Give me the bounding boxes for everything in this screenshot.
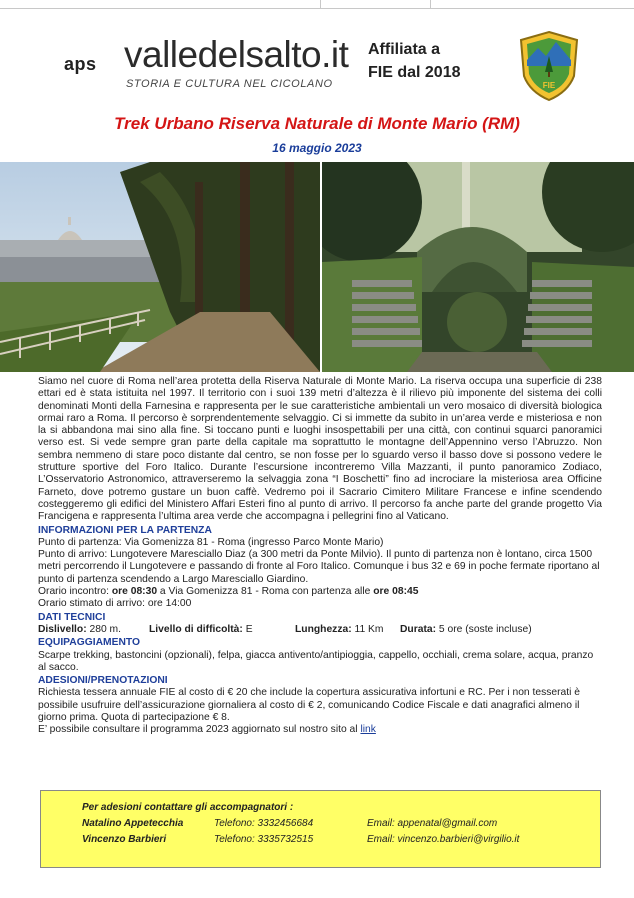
section-heading-info: INFORMAZIONI PER LA PARTENZA (38, 524, 212, 536)
page-top-border (0, 0, 634, 9)
top-divider-tick (430, 0, 431, 8)
duration-label: Durata: (400, 623, 437, 635)
duration-value: 5 ore (soste incluse) (436, 623, 532, 635)
photo-rome-view (0, 162, 320, 372)
tech-data-row (38, 624, 602, 636)
section-heading-equipment: EQUIPAGGIAMENTO (38, 637, 141, 649)
difficulty-value: E (242, 623, 253, 635)
estimated-arrival: Orario stimato di arrivo: ore 14:00 (38, 598, 192, 610)
badge-text: FIE (542, 81, 556, 90)
meeting-time (38, 586, 602, 598)
photo-stone-stairs (322, 162, 634, 372)
page-title: Trek Urbano Riserva Naturale di Monte Mario (RM) (114, 114, 520, 133)
contact-email: Email: appenatal@gmail.com (367, 818, 498, 829)
duration (400, 624, 532, 636)
fie-badge-logo (518, 30, 580, 102)
affiliation-line2: FIE dal 2018 (368, 64, 461, 81)
meeting-mid: a Via Gomenizza 81 - Roma con partenza alle (157, 586, 374, 598)
top-divider-tick (320, 0, 321, 8)
event-date: 16 maggio 2023 (272, 141, 362, 155)
contact-email: Email: vincenzo.barbieri@virgilio.it (367, 834, 520, 845)
contact-name: Natalino Appetecchia (82, 818, 184, 829)
contact-name: Vincenzo Barbieri (82, 834, 167, 845)
intro-paragraph: Siamo nel cuore di Roma nell’area protetta della Riserva Naturale di Monte Mario. La riserva occupa una superficie di 238 ettari ed è stata istituita nel 1997. Il territorio con i suoi 139 metri d’altezza è il rilievo più imponente del sistema dei colli denominati Monti della Farnesina e rappresenta per le sue caratteristiche ambientali un vero mosaico di diversità biologica ormai raro a Roma. Il percorso è sorprendentemente selvaggio. Ci si immette da subito in un’area verde e misteriosa e non la si abbandona mai sino alla fine. Si toccano punti e luoghi insospettabili per una città, con continui squarci panoramici verso est. Si vede sempre gran parte della capitale ma soprattutto le montagne dell’Appennino verso l’Abruzzo. Non sembra nemmeno di stare poco distante dal centro, se non fosse per lo sguardo verso il basso dove si possono vedere le strutture sportive del Foro Italico. Durante l’escursione incontreremo Villa Mazzanti, il punto panoramico Zodiaco, L’Osservatorio Astronomico, attraverseremo la selvaggia zona “I Boschetti” fino ad incrociare la misteriosa area Officine Farneto, dove potremo gustare un buon caffè. Vedremo poi il Sacrario Cimitero Militare Francese e infine scendendo costeggeremo gli edifici del Ministero Affari Esteri fino al punto di arrivo. Il percorso fa anche parte del grande progetto Via Francigena e rappresenta l’ultima area verde che accompagna i pellegrini fino al Vaticano. (38, 376, 602, 523)
site-tagline: STORIA E CULTURA NEL CICOLANO (126, 78, 333, 90)
registration-text: Richiesta tessera annuale FIE al costo di € 20 che include la copertura assicurativa infortuni e RC. Per i non tesserati è possibile usufruire dell’assicurazione giornaliera al costo di € 2, comunicando Codice Fiscale e dati anagrafici almeno il giorno prima. Quota di partecipazione € 8. (38, 687, 581, 724)
elevation (38, 624, 149, 636)
departure-time-value: ore 08:45 (373, 586, 419, 598)
header (0, 10, 634, 100)
article-body (38, 376, 602, 737)
length-value: 11 Km (351, 623, 384, 635)
length (295, 624, 400, 636)
elevation-label: Dislivello: (38, 623, 87, 635)
meeting-label: Orario incontro: (38, 586, 112, 598)
site-name: valledelsalto.it (124, 34, 349, 75)
contact-phone: Telefono: 3332456684 (214, 818, 314, 829)
difficulty-label: Livello di difficoltà: (149, 623, 243, 635)
difficulty (149, 624, 295, 636)
affiliation (368, 38, 461, 84)
section-heading-registration: ADESIONI/PRENOTAZIONI (38, 675, 168, 687)
contacts-heading: Per adesioni contattare gli accompagnatori : (82, 802, 294, 813)
aps-label: aps (64, 54, 97, 74)
length-label: Lunghezza: (295, 623, 352, 635)
section-heading-tech: DATI TECNICI (38, 611, 106, 623)
contact-phone: Telefono: 3335732515 (214, 834, 314, 845)
equipment-text: Scarpe trekking, bastoncini (opzionali), felpa, giacca antivento/antipioggia, cappello, occhiali, crema solare, acqua, pranzo al sacco. (38, 649, 594, 673)
program-text: E’ possibile consultare il programma 2023 aggiornato sul nostro sito al (38, 724, 361, 736)
elevation-value: 280 m. (86, 623, 121, 635)
contacts-box (40, 790, 601, 868)
arrival-point: Punto di arrivo: Lungotevere Maresciallo Diaz (a 300 metri da Ponte Milvio). Il punto di partenza non è lontano, circa 1500 metri percorrendo il Lungotevere e passando di fronte al Foro Italico. Comunque i bus 32 e 69 in poche fermate riportano al punto di partenza scendendo a Largo Maresciallo Giardino. (38, 549, 600, 585)
meeting-time-value: ore 08:30 (111, 586, 158, 598)
program-link[interactable]: link (360, 724, 376, 736)
program-line (38, 724, 602, 736)
start-point: Punto di partenza: Via Gomenizza 81 - Roma (ingresso Parco Monte Mario) (38, 536, 384, 548)
affiliation-line1: Affiliata a (368, 41, 441, 58)
